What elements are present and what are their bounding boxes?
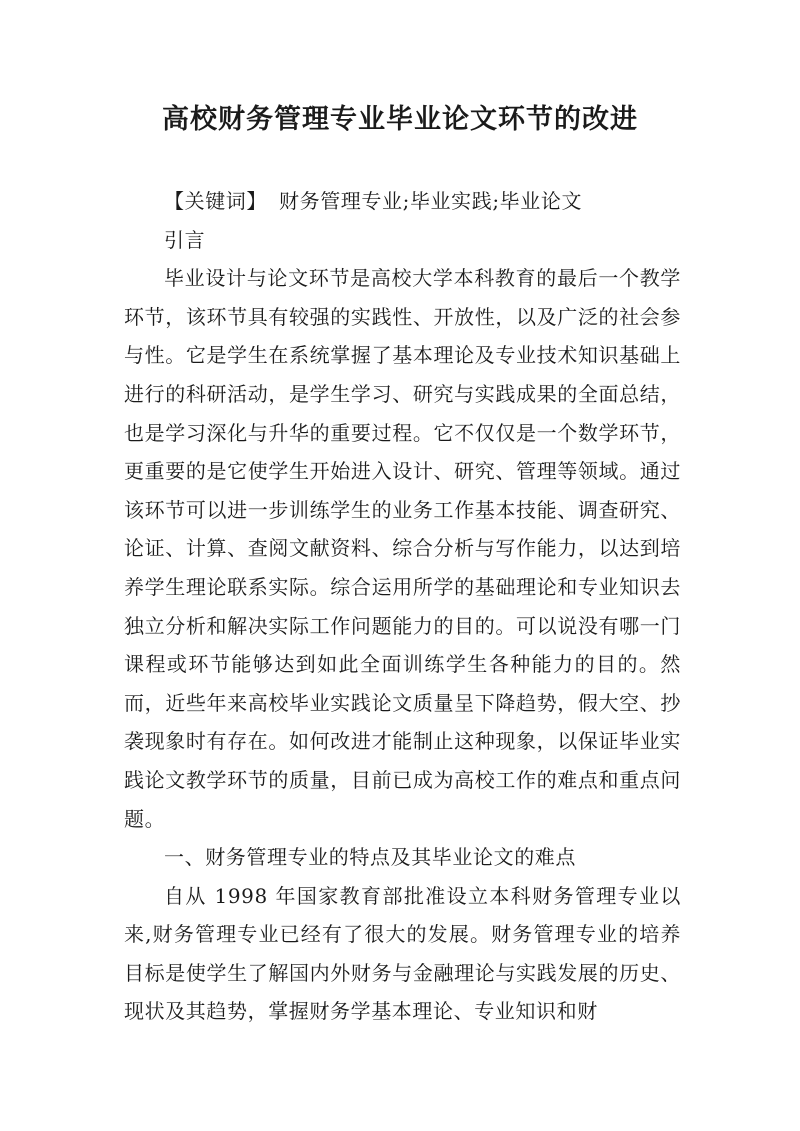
keywords-line bbox=[124, 182, 681, 221]
section-1-heading: 一、财务管理专业的特点及其毕业论文的难点 bbox=[164, 845, 576, 870]
paragraph-section-1: 自从 1998 年国家教育部批准设立本科财务管理专业以来,财务管理专业已经有了很大的发展。财务管理专业的培养目标是使学生了解国内外财务与金融理论与实践发展的历史、现状及其趋势，掌握财务学基本理论、专业知识和财 bbox=[124, 883, 681, 1024]
keywords-text: 财务管理专业;毕业实践;毕业论文 bbox=[279, 189, 583, 213]
intro-heading: 引言 bbox=[164, 227, 206, 252]
document-body bbox=[124, 182, 681, 1031]
paragraph-intro: 毕业设计与论文环节是高校大学本科教育的最后一个教学环节，该环节具有较强的实践性、开放性，以及广泛的社会参与性。它是学生在系统掌握了基本理论及专业技术知识基础上进行的科研活动，是学生学习、研究与实践成果的全面总结，也是学习深化与升华的重要过程。它不仅仅是一个数学环节，更重要的是它使学生开始进入设计、研究、管理等领域。通过该环节可以进一步训练学生的业务工作基本技能、调查研究、论证、计算、查阅文献资料、综合分析与写作能力，以达到培养学生理论联系实际。综合运用所学的基础理论和专业知识去独立分析和解决实际工作问题能力的目的。可以说没有哪一门课程或环节能够达到如此全面训练学生各种能力的目的。然而，近些年来高校毕业实践论文质量呈下降趋势，假大空、抄袭现象时有存在。如何改进才能制止这种现象，以保证毕业实践论文教学环节的质量，目前已成为高校工作的难点和重点问题。 bbox=[124, 266, 681, 831]
document-title: 高校财务管理专业毕业论文环节的改进 bbox=[162, 104, 638, 135]
keywords-label: 【关键词】 bbox=[164, 189, 267, 213]
